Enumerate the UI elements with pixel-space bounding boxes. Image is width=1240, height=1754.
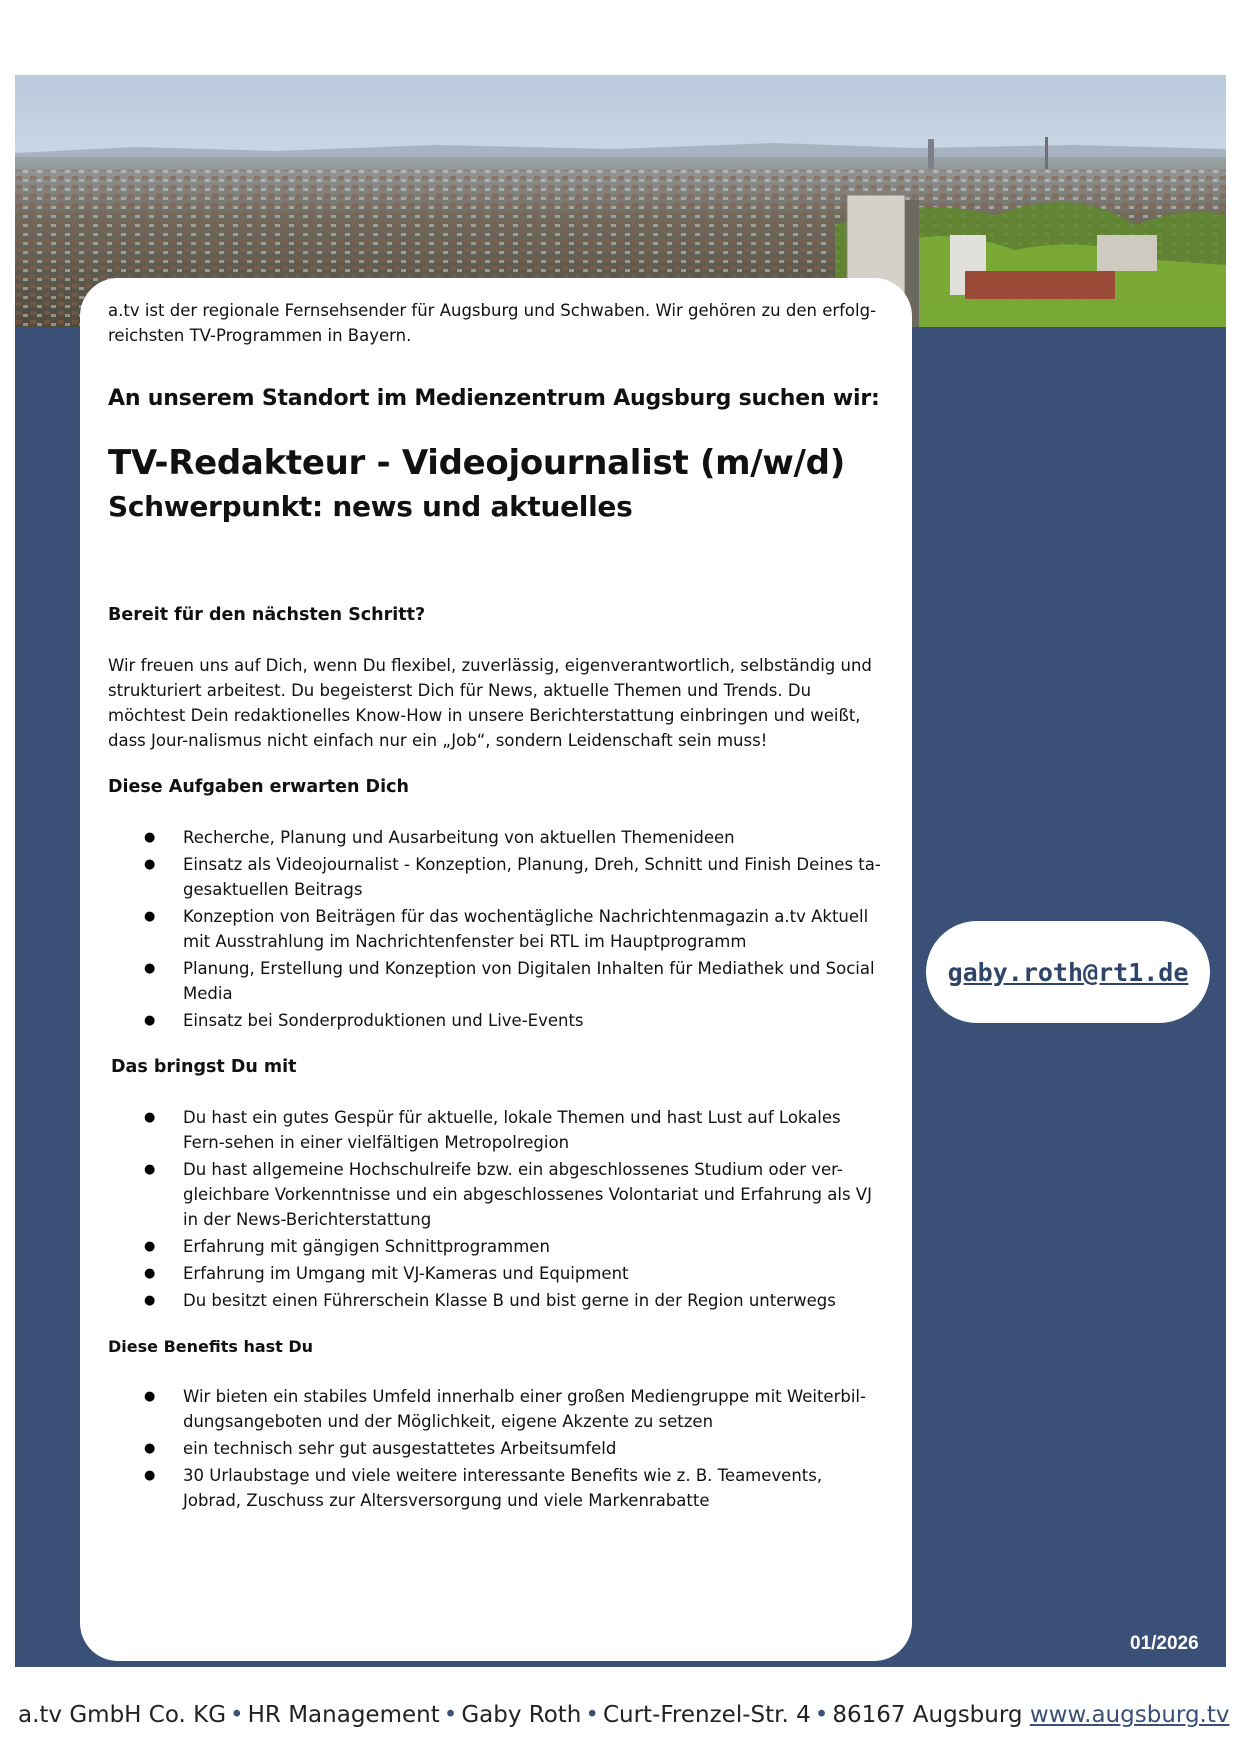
list-item: ● Du hast allgemeine Hochschulreife bzw. ein abgeschlossenes Studium oder ver-gleichbare Vorkenntnisse und ein abgeschlossenes Volontariat und Erfahrung als VJ in der News-Berichterstattung [108, 1157, 884, 1232]
section-heading-tasks: Diese Aufgaben erwarten Dich [108, 777, 409, 797]
list-item: ● Einsatz als Videojournalist - Konzeption, Planung, Dreh, Schnitt und Finish Deines ta-gesaktuellen Beitrags [108, 852, 884, 902]
list-item: ● Konzeption von Beiträgen für das wochentägliche Nachrichtenmagazin a.tv Aktuell mit Ausstrahlung im Nachrichtenfenster bei RTL im Hauptprogramm [108, 904, 884, 954]
list-item: ● Planung, Erstellung und Konzeption von Digitalen Inhalten für Mediathek und Social Media [108, 956, 884, 1006]
list-item: ● Wir bieten ein stabiles Umfeld innerhalb einer großen Mediengruppe mit Weiterbil-dungsangeboten und der Möglichkeit, eigene Akzente zu setzen [108, 1384, 884, 1434]
list-item: ● ein technisch sehr gut ausgestattetes Arbeitsumfeld [108, 1436, 884, 1461]
list-item: ● 30 Urlaubstage und viele weitere interessante Benefits wie z. B. Teamevents, Jobrad, Zuschuss zur Altersversorgung und viele Markenrabatte [108, 1463, 884, 1513]
job-focus: Schwerpunkt: news und aktuelles [108, 490, 633, 523]
job-ad-card [80, 278, 912, 1661]
separator-dot: • [230, 1702, 244, 1728]
tasks-list [108, 825, 884, 1033]
footer-department: HR Management [247, 1702, 440, 1728]
separator-dot: • [585, 1702, 599, 1728]
list-item: ● Du besitzt einen Führerschein Klasse B und bist gerne in der Region unterwegs [108, 1288, 884, 1313]
skills-list [108, 1105, 884, 1313]
intro-text: a.tv ist der regionale Fernsehsender für Augsburg und Schwaben. Wir gehören zu den erfolg- reichsten TV-Programmen in Bayern. [108, 301, 877, 345]
contact-email-badge [926, 921, 1210, 1023]
footer-company: a.tv GmbH Co. KG [18, 1702, 227, 1728]
edition-number: 01/2026 [1130, 1633, 1199, 1654]
footer-website-link[interactable]: www.augsburg.tv [1029, 1702, 1230, 1728]
section-heading-benefits: Diese Benefits hast Du [108, 1337, 314, 1356]
list-item: ● Recherche, Planung und Ausarbeitung von aktuellen Themenideen [108, 825, 884, 850]
list-item: ● Du hast ein gutes Gespür für aktuelle, lokale Themen und hast Lust auf Lokales Fern-sehen in einer vielfältigen Metropolregion [108, 1105, 884, 1155]
list-item: ● Einsatz bei Sonderproduktionen und Live-Events [108, 1008, 884, 1033]
contact-email-link[interactable]: gaby.roth@rt1.de [947, 957, 1189, 987]
separator-dot: • [814, 1702, 829, 1728]
location-subheading: An unserem Standort im Medienzentrum Augsburg suchen wir: [108, 386, 880, 411]
footer-person: Gaby Roth [461, 1702, 582, 1728]
job-title: TV-Redakteur - Videojournalist (m/w/d) [108, 443, 845, 483]
list-item: ● Erfahrung im Umgang mit VJ-Kameras und Equipment [108, 1261, 884, 1286]
footer-city: 86167 Augsburg [832, 1702, 1023, 1728]
section-heading-skills: Das bringst Du mit [111, 1057, 297, 1077]
section-text-ready: Wir freuen uns auf Dich, wenn Du flexibel, zuverlässig, eigenverantwortlich, selbständig und strukturiert arbeitest. Du begeisterst Dich für News, aktuelle Themen und Trends. Du möchtest Dein redaktionelles Know-How in unsere Berichterstattung einbringen und weißt, dass Jour-nalismus nicht einfach nur ein „Job“, sondern Leidenschaft sein muss! [108, 656, 872, 750]
footer-street: Curt-Frenzel-Str. 4 [602, 1702, 811, 1728]
footer-address [18, 1702, 1228, 1728]
benefits-list [108, 1384, 884, 1513]
section-heading-ready: Bereit für den nächsten Schritt? [108, 605, 426, 625]
list-item: ● Erfahrung mit gängigen Schnittprogrammen [108, 1234, 884, 1259]
separator-dot: • [443, 1702, 458, 1728]
